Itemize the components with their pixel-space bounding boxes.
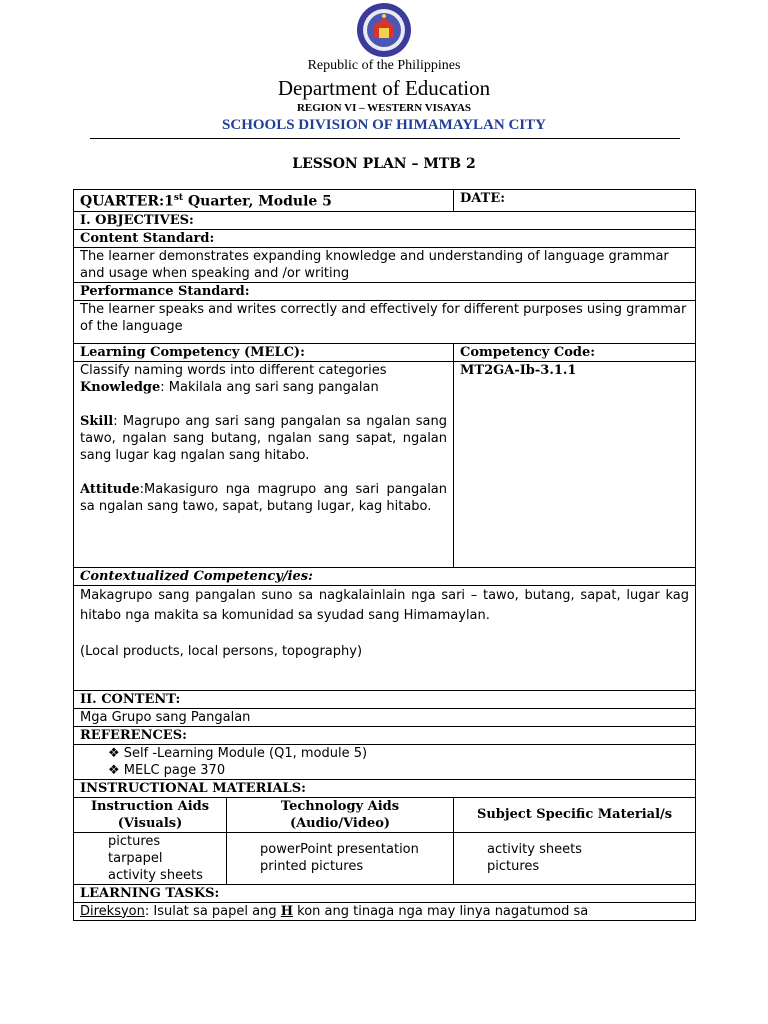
references-cell bbox=[74, 744, 696, 779]
melc-label: Learning Competency (MELC): bbox=[74, 343, 454, 361]
department-title: Department of Education bbox=[277, 76, 491, 100]
performance-standard-text: The learner speaks and writes correctly and effectively for different purposes using grammar of the language bbox=[74, 300, 696, 343]
header-divider bbox=[90, 138, 680, 139]
references-heading: REFERENCES: bbox=[74, 726, 696, 744]
visuals-header: Instruction Aids (Visuals) bbox=[74, 797, 227, 832]
bullet-icon: ❖ bbox=[108, 745, 124, 761]
tech-header: Technology Aids (Audio/Video) bbox=[227, 797, 454, 832]
performance-standard-label: Performance Standard: bbox=[74, 282, 696, 300]
learning-tasks-heading: LEARNING TASKS: bbox=[74, 884, 696, 902]
region-line: REGION VI – WESTERN VISAYAS bbox=[296, 102, 472, 114]
lesson-plan-title: LESSON PLAN – MTB 2 bbox=[292, 156, 476, 172]
knowledge-line: Knowledge: Makilala ang sari sang pangalan bbox=[80, 379, 379, 395]
content-standard-text: The learner demonstrates expanding knowledge and understanding of language grammar and usage when speaking and /or writing bbox=[74, 247, 696, 282]
lesson-plan-table bbox=[73, 189, 696, 921]
melc-cell bbox=[74, 361, 454, 567]
reference-item: ❖ MELC page 370 bbox=[108, 762, 226, 778]
melc-text: Classify naming words into different categories bbox=[80, 362, 387, 378]
materials-header: Subject Specific Material/s bbox=[454, 797, 696, 832]
content-standard-label: Content Standard: bbox=[74, 229, 696, 247]
competency-code-label: Competency Code: bbox=[454, 343, 696, 361]
instructional-heading: INSTRUCTIONAL MATERIALS: bbox=[74, 779, 696, 797]
tech-list: powerPoint presentation printed pictures bbox=[227, 832, 454, 884]
contextualized-text: Makagrupo sang pangalan suno sa nagkalainlain nga sari – tawo, butang, sapat, lugar kag hitabo nga makita sa komunidad sa syudad sang Himamaylan. bbox=[80, 587, 690, 623]
contextualized-note: (Local products, local persons, topography) bbox=[80, 643, 363, 659]
materials-list: activity sheets pictures bbox=[454, 832, 696, 884]
content-text: Mga Grupo sang Pangalan bbox=[74, 708, 696, 726]
deped-seal-logo bbox=[351, 2, 417, 58]
attitude-line: Attitude:Makasiguro nga magrupo ang sari pangalan sa ngalan sang tawo, sapat, butang lugar, kag hitabo. bbox=[80, 481, 448, 514]
direction-line: Direksyon: Isulat sa papel ang H kon ang tinaga nga may linya nagatumod sa bbox=[74, 902, 696, 920]
contextualized-label: Contextualized Competency/ies: bbox=[74, 567, 696, 585]
visuals-list: pictures tarpapel activity sheets bbox=[74, 832, 227, 884]
quarter-cell: QUARTER:1st Quarter, Module 5 bbox=[74, 190, 454, 212]
date-cell: DATE: bbox=[454, 190, 696, 212]
objectives-heading: I. OBJECTIVES: bbox=[74, 211, 696, 229]
content-heading: II. CONTENT: bbox=[74, 690, 696, 708]
republic-line: Republic of the Philippines bbox=[307, 58, 461, 73]
competency-code: MT2GA-Ib-3.1.1 bbox=[454, 361, 696, 567]
quarter-row bbox=[74, 190, 696, 212]
skill-line: Skill: Magrupo ang sari sang pangalan sa ngalan sang tawo, ngalan sang butang, ngalan sang sapat, ngalan sang lugar kag ngalan sang hitabo. bbox=[80, 413, 448, 463]
division-line: SCHOOLS DIVISION OF HIMAMAYLAN CITY bbox=[222, 117, 546, 133]
bullet-icon: ❖ bbox=[108, 762, 124, 778]
reference-item: ❖ Self -Learning Module (Q1, module 5) bbox=[108, 745, 368, 761]
contextualized-cell bbox=[74, 585, 696, 690]
